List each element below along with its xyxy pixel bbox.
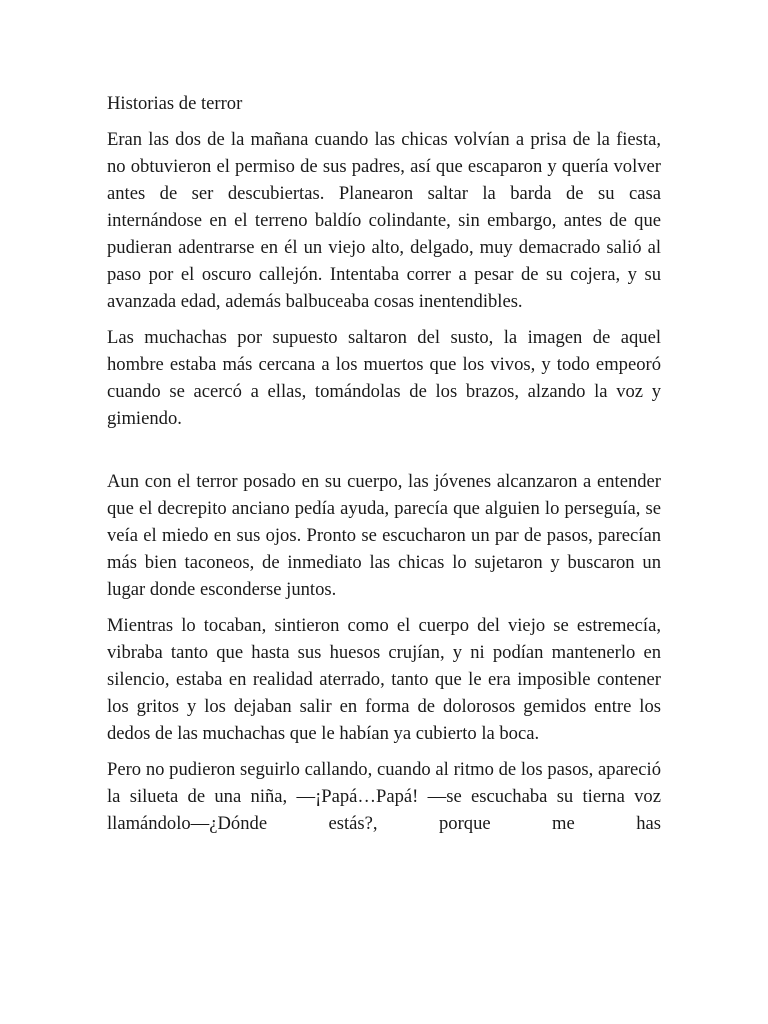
paragraph-5: Pero no pudieron seguirlo callando, cuando al ritmo de los pasos, apareció la silueta de una niña, —¡Papá…Papá! —se escuchaba su tierna voz llamándolo—¿Dónde estás?, porque me has: [107, 759, 661, 834]
document-page: [107, 90, 661, 846]
paragraph-2: Las muchachas por supuesto saltaron del susto, la imagen de aquel hombre estaba más cercana a los muertos que los vivos, y todo empeoró cuando se acercó a ellas, tomándolas de los brazos, alzando la voz y gimiendo.: [107, 327, 661, 429]
document-title: Historias de terror: [107, 93, 243, 114]
paragraph-4: Mientras lo tocaban, sintieron como el cuerpo del viejo se estremecía, vibraba tanto que hasta sus huesos crujían, y ni podían mantenerlo en silencio, estaba en realidad aterrado, tanto que le era imposible contener los gritos y los dejaban salir en forma de dolorosos gemidos entre los dedos de las muchachas que le habían ya cubierto la boca.: [107, 615, 661, 744]
paragraph-1: Eran las dos de la mañana cuando las chicas volvían a prisa de la fiesta, no obtuvieron el permiso de sus padres, así que escaparon y quería volver antes de ser descubiertas. Planearon saltar la barda de su casa internándose en el terreno baldío colindante, sin embargo, antes de que pudieran adentrarse en él un viejo alto, delgado, muy demacrado salió al paso por el oscuro callejón. Intentaba correr a pesar de su cojera, y su avanzada edad, además balbuceaba cosas inentendibles.: [107, 129, 661, 312]
paragraph-3: Aun con el terror posado en su cuerpo, las jóvenes alcanzaron a entender que el decrepito anciano pedía ayuda, parecía que alguien lo perseguía, se veía el miedo en sus ojos. Pronto se escucharon un par de pasos, parecían más bien taconeos, de inmediato las chicas lo sujetaron y buscaron un lugar donde esconderse juntos.: [107, 471, 661, 600]
